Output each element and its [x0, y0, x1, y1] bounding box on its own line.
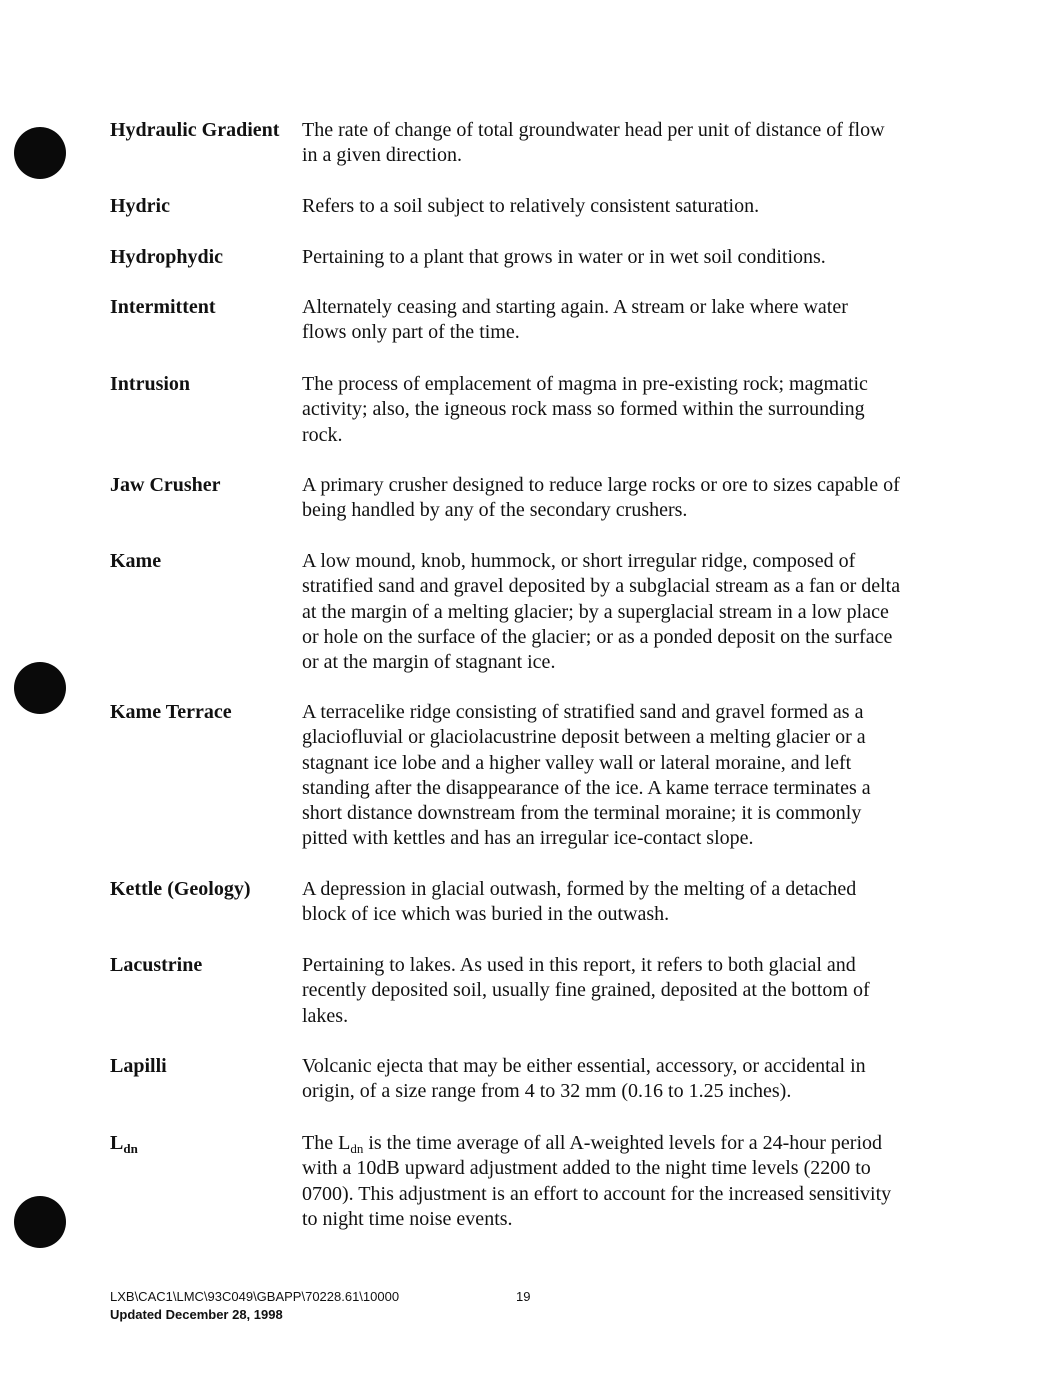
glossary-term: Hydric	[110, 195, 170, 217]
definition-line: Refers to a soil subject to relatively consistent saturation.	[302, 195, 760, 217]
glossary-definition	[302, 953, 952, 1029]
glossary-definition	[302, 1054, 952, 1105]
definition-line: A terracelike ridge consisting of stratified sand and gravel formed as a	[302, 701, 864, 723]
definition-line: or at the margin of stagnant ice.	[302, 651, 556, 674]
glossary-term: Kettle (Geology)	[110, 878, 251, 900]
file-path: LXB\CAC1\LMC\93C049\GBAPP\70228.61\10000	[110, 1289, 400, 1304]
definition-line: with a 10dB upward adjustment added to the night time levels (2200 to	[302, 1157, 871, 1180]
binder-hole	[14, 662, 66, 714]
glossary-definition	[302, 473, 952, 524]
definition-line: A depression in glacial outwash, formed by the melting of a detached	[302, 878, 857, 900]
definition-line: being handled by any of the secondary crushers.	[302, 499, 688, 522]
definition-line	[302, 1131, 952, 1156]
definition-line: A low mound, knob, hummock, or short irregular ridge, composed of	[302, 550, 856, 572]
definition-line: at the margin of a melting glacier; by a superglacial stream in a low place	[302, 600, 889, 623]
definition-line: lakes.	[302, 1004, 349, 1027]
binder-hole	[14, 1196, 66, 1248]
glossary-definition	[302, 118, 952, 169]
updated-date: Updated December 28, 1998	[110, 1307, 283, 1322]
definition-text: is the time average of all A-weighted levels for a 24-hour period	[363, 1132, 883, 1154]
definition-line: Alternately ceasing and starting again. A stream or lake where water	[302, 296, 848, 318]
page-footer	[110, 1288, 399, 1324]
glossary-term: Lacustrine	[110, 954, 203, 976]
glossary-term: Intrusion	[110, 373, 191, 395]
definition-line: or hole on the surface of the glacier; or as a ponded deposit on the surface	[302, 625, 893, 648]
definition-line: recently deposited soil, usually fine grained, deposited at the bottom of	[302, 979, 870, 1002]
binder-hole	[14, 127, 66, 179]
glossary-term: Hydrophydic	[110, 246, 223, 268]
definition-line: origin, of a size range from 4 to 32 mm (0.16 to 1.25 inches).	[302, 1080, 792, 1103]
definition-line: flows only part of the time.	[302, 321, 520, 344]
definition-line: activity; also, the igneous rock mass so formed within the surrounding	[302, 398, 865, 421]
definition-line: rock.	[302, 423, 343, 446]
definition-line: glaciofluvial or glaciolacustrine deposit between a melting glacier or a	[302, 726, 866, 749]
glossary-definition	[302, 245, 952, 270]
definition-line: The process of emplacement of magma in pre-existing rock; magmatic	[302, 373, 868, 395]
definition-line: stagnant ice lobe and a higher valley wall or lateral moraine, and left	[302, 751, 852, 774]
definition-subscript: dn	[350, 1141, 364, 1156]
page-number: 19	[516, 1289, 531, 1304]
glossary-definition	[302, 295, 952, 346]
definition-line: The rate of change of total groundwater head per unit of distance of flow	[302, 119, 885, 141]
glossary-definition	[302, 877, 952, 928]
definition-line: block of ice which was buried in the outwash.	[302, 903, 670, 926]
glossary-definition	[302, 372, 952, 448]
definition-line: standing after the disappearance of the ice. A kame terrace terminates a	[302, 776, 871, 799]
glossary-term: Hydraulic Gradient	[110, 119, 280, 141]
glossary-term: Kame	[110, 550, 162, 572]
term-base: L	[110, 1132, 124, 1154]
definition-line: Pertaining to lakes. As used in this report, it refers to both glacial and	[302, 954, 856, 976]
definition-line: pitted with kettles and has an irregular ice-contact slope.	[302, 827, 754, 850]
definition-line: in a given direction.	[302, 144, 462, 167]
glossary-term: Intermittent	[110, 296, 216, 318]
glossary-definition	[302, 1131, 952, 1232]
definition-line: to night time noise events.	[302, 1207, 513, 1230]
definition-line: short distance downstream from the terminal moraine; it is commonly	[302, 802, 862, 825]
definition-line: Volcanic ejecta that may be either essential, accessory, or accidental in	[302, 1055, 866, 1077]
definition-line: stratified sand and gravel deposited by a subglacial stream as a fan or delta	[302, 575, 901, 598]
glossary-term: Kame Terrace	[110, 701, 232, 723]
glossary-term: Lapilli	[110, 1055, 167, 1077]
definition-line: Pertaining to a plant that grows in water or in wet soil conditions.	[302, 246, 826, 268]
term-subscript: dn	[123, 1141, 138, 1156]
glossary-term	[110, 1131, 300, 1156]
definition-line: A primary crusher designed to reduce large rocks or ore to sizes capable of	[302, 474, 900, 496]
glossary-term: Jaw Crusher	[110, 474, 221, 496]
glossary-definition	[302, 549, 952, 675]
glossary-definition	[302, 700, 952, 852]
glossary-definition	[302, 194, 952, 219]
definition-text: The L	[302, 1132, 351, 1154]
definition-line: 0700). This adjustment is an effort to account for the increased sensitivity	[302, 1182, 892, 1205]
